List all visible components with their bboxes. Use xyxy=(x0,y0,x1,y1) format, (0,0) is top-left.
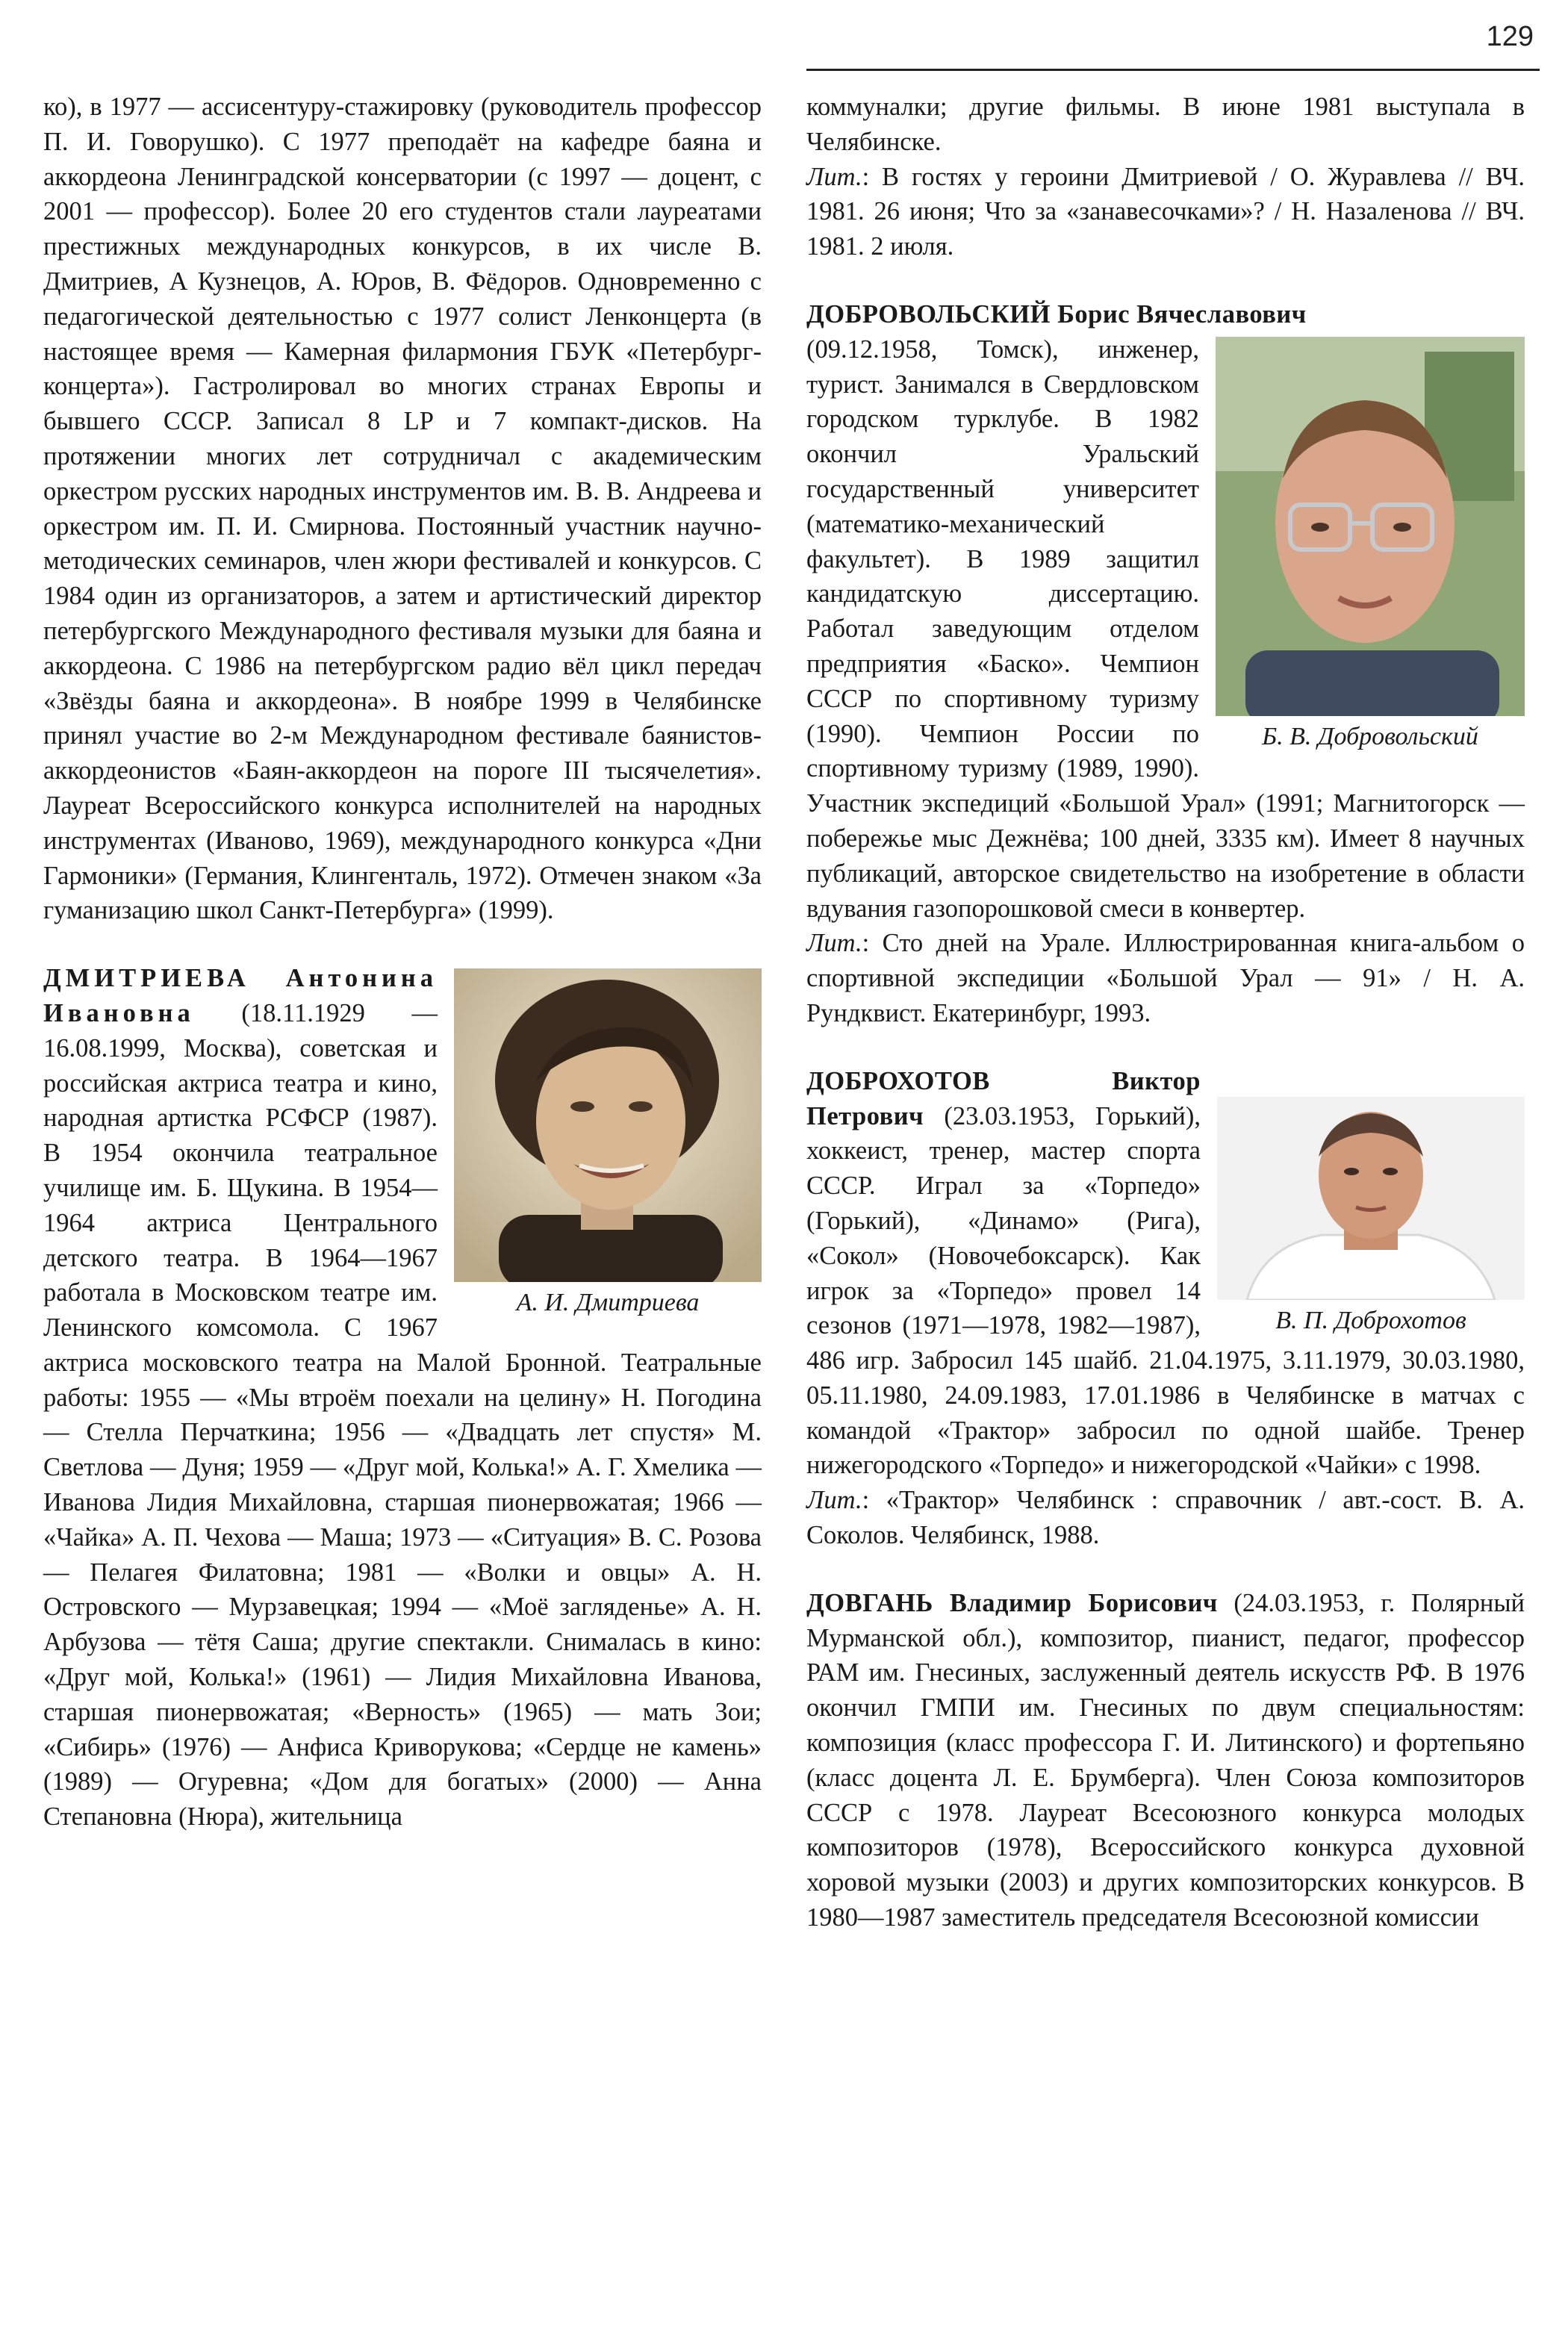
continued-entry-text: ко), в 1977 — ассисентуру-стажировку (руководитель профессор П. И. Говорушко). С 1977 преподаёт на кафедре баяна и аккордеона Ленинградской консерватории (с 1997 — доцент, с 2001 — профессор). Более 20 его студентов стали лауреатами престижных международных конкурсов, в их числе В. Дмитриев, А Кузнецов, А. Юров, В. Фёдоров. Одновременно с педагогической деятельностью с 1977 солист Ленконцерта (в настоящее время — Камерная филармония ГБУК «Петербург-концерта»). Гастролировал во многих странах Европы и бывшего СССР. Записал 8 LP и 7 компакт-дисков. На протяжении многих лет сотрудничал с академическим оркестром русских народных инструментов им. В. В. Андреева и оркестром им. П. И. Смирнова. Постоянный участник научно-методических семинаров, член жюри фестивалей и конкурсов. С 1984 один из организаторов, а затем и артистический директор петербургского Международного фестиваля музыки для баяна и аккордеона. С 1986 на петербургском радио вёл цикл передач «Звёзды баяна и аккордеона». В ноябре 1999 в Челябинске принял участие во 2-м Международном фестивале баянистов-аккордеонистов «Баян-аккордеон на пороге III тысячелетия». Лауреат Всероссийского конкурса исполнителей на народных инструментах (Иваново, 1969), международного конкурса «Дни Гармоники» (Германия, Клингенталь, 1972). Отмечен знаком «За гуманизацию школ Санкт-Петербурга» (1999). xyxy=(43,93,762,925)
heading-dobrokhotov: ДОБРОХОТОВ Виктор Петрович xyxy=(806,1066,1201,1130)
caption-dobrokhotov: В. П. Доброхотов xyxy=(1275,1306,1466,1334)
right-column xyxy=(806,90,1525,1935)
continued-entry-end: коммуналки; другие фильмы. В июне 1981 выступала в Челябинске. xyxy=(806,93,1525,156)
caption-dmitrieva: А. И. Дмитриева xyxy=(516,1289,700,1317)
heading-dovgan: ДОВГАНЬ Владимир Борисович xyxy=(806,1588,1218,1617)
entry-dobrokhotov xyxy=(806,1064,1525,1553)
text-dobrokhotov: (23.03.1953, Горький), хоккеист, тренер, мастер спорта СССР. Играл за «Торпедо» (Горький), «Динамо» (Рига), «Сокол» (Новочебоксарск). Как игрок за «Торпедо» провел 14 сезонов (1971—1978, 1982—1987), 486 игр. Забросил 145 шайб. 21.04.1975, 3.11.1979, 30.03.1980, 05.11.1980, 24.09.1983, 17.01.1986 в Челябинске в матчах с командой «Трактор» забросил по одной шайбе. Тренер нижегородского «Торпедо» и нижегородской «Чайки» с 1998. xyxy=(806,1101,1525,1480)
entry-dmitrieva xyxy=(43,961,762,1835)
heading-dmitrieva: ДМИТРИЕВА Антонина Ивановна xyxy=(43,964,438,1027)
photo-dmitrieva xyxy=(454,968,762,1319)
photo-dobrovolsky xyxy=(1216,337,1525,753)
portrait-dobrokhotov-image xyxy=(1217,1097,1525,1300)
lit-label: Лит. xyxy=(806,929,862,958)
text-dovgan: (24.03.1953, г. Полярный Мурманской обл.), композитор, пианист, педагог, профессор РАМ им. Гнесиных, заслуженный деятель искусств РФ. В 1976 окончил ГМПИ им. Гнесиных по двум специальностям: композиция (класс профессора Г. И. Литинского) и фортепьяно (класс доцента Л. Е. Брумберга). Член Союза композиторов СССР с 1978. Лауреат Всесоюзного конкурса молодых композиторов (1978), Всероссийского конкурса духовной хоровой музыки (2003) и других композиторских конкурсов. В 1980—1987 заместитель председателя Всесоюзной комиссии xyxy=(806,1588,1525,1932)
text-dobrovolsky: (09.12.1958, Томск), инженер, турист. Занимался в Свердловском городском турклубе. В 1982 окончил Уральский государственный университет (математико-механический факультет). В 1989 защитил кандидатскую диссертацию. Работал заведующим отделом предприятия «Баско». Чемпион СССР по спортивному туризму (1990). Чемпион России по спортивному туризму (1989, 1990). Участник экспедиций «Большой Урал» (1991; Магнитогорск — побережье мыс Дежнёва; 100 дней, 3335 км). Имеет 8 научных публикаций, авторское свидетельство на изобретение в области вдувания газопорошковой смеси в конвертер. xyxy=(806,335,1525,923)
caption-dobrovolsky: Б. В. Добровольский xyxy=(1262,722,1478,750)
entry-dovgan xyxy=(806,1586,1525,1935)
lit-dobrovolsky: : Сто дней на Урале. Иллюстрированная книга-альбом о спортивной экспедиции «Большой Урал — 91» / Н. А. Рундквист. Екатеринбург, 1993. xyxy=(806,929,1525,1027)
entry-dobrovolsky xyxy=(806,297,1525,1031)
portrait-dmitrieva-image xyxy=(454,968,762,1282)
heading-dobrovolsky: ДОБРОВОЛЬСКИЙ Борис Вячеславович xyxy=(806,299,1307,329)
page-number: 129 xyxy=(1486,21,1534,52)
header-rule xyxy=(806,69,1540,71)
lit-label: Лит. xyxy=(806,1486,862,1515)
photo-dobrokhotov xyxy=(1217,1097,1525,1337)
lit-label: Лит. xyxy=(806,162,862,191)
text-dmitrieva: (18.11.1929 — 16.08.1999, Москва), советская и российская актриса театра и кино, народная артистка РСФСР (1987). В 1954 окончила театральное училище им. Б. Щукина. В 1954—1964 актриса Центрального детского театра. В 1964—1967 работала в Московском театре им. Ленинского комсомола. С 1967 актриса московского театра на Малой Бронной. Театральные работы: 1955 — «Мы втроём поехали на целину» Н. Погодина — Стелла Перчаткина; 1956 — «Двадцать лет спустя» М. Светлова — Дуня; 1959 — «Друг мой, Колька!» А. Г. Хмелика — Иванова Лидия Михайловна, старшая пионервожатая; 1966 — «Чайка» А. П. Чехова — Маша; 1973 — «Ситуация» В. С. Розова — Пелагея Филатовна; 1981 — «Волки и овцы» А. Н. Островского — Мурзавецкая; 1994 — «Моё загляденье» А. Н. Арбузова — тётя Саша; другие спектакли. Снималась в кино: «Друг мой, Колька!» (1961) — Лидия Михайловна Иванова, старшая пионервожатая; «Верность» (1965) — мать Зои; «Сибирь» (1976) — Анфиса Криворукова; «Сердце не камень» (1989) — Огуревна; «Дом для богатых» (2000) — Анна Степановна (Нюра), жительница xyxy=(43,998,762,1832)
left-column xyxy=(43,90,762,1835)
lit-dobrokhotov: : «Трактор» Челябинск : справочник / авт.-сост. В. А. Соколов. Челябинск, 1988. xyxy=(806,1486,1525,1550)
lit-dmitrieva: : В гостях у героини Дмитриевой / О. Журавлева // ВЧ. 1981. 26 июня; Что за «занавесочками»? / Н. Назаленова // ВЧ. 1981. 2 июля. xyxy=(806,162,1525,261)
portrait-dobrovolsky-image xyxy=(1216,337,1525,716)
